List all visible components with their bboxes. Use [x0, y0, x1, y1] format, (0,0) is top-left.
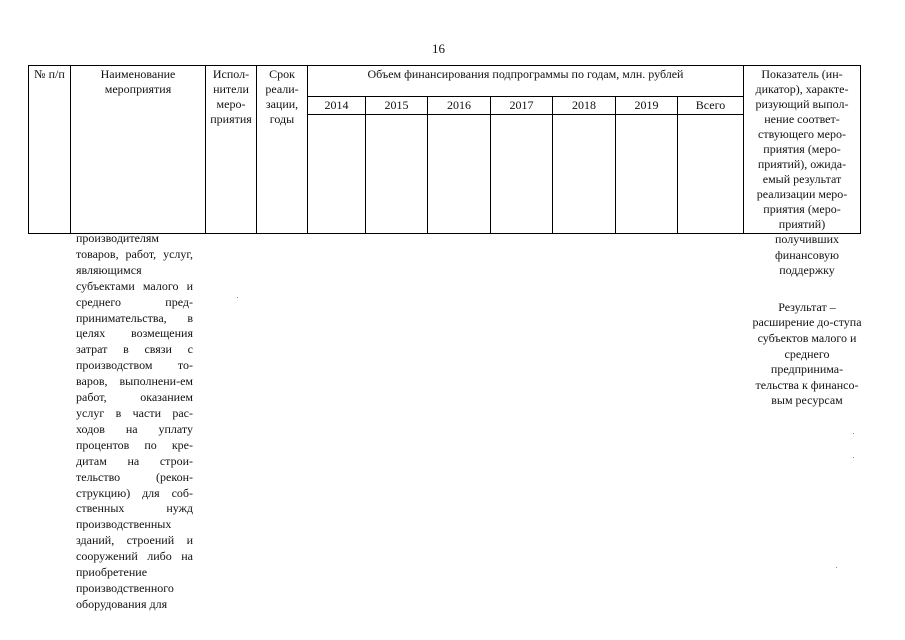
column-header-term: Срок реали-зации, годы — [257, 66, 308, 234]
year-cell-2018 — [553, 115, 616, 234]
year-cell-2017 — [491, 115, 553, 234]
year-cell-2014 — [308, 115, 366, 234]
scan-speck — [853, 433, 854, 434]
column-header-number: № п/п — [29, 66, 71, 234]
column-header-funding: Объем финансирования подпрограммы по годам, млн. рублей — [308, 66, 744, 97]
year-cell-2019 — [616, 115, 678, 234]
scan-speck — [836, 567, 837, 568]
year-cell-2015 — [366, 115, 428, 234]
column-header-indicator: Показатель (ин-дикатор), характе-ризующий выпол-нение соответ-ствующего меро-приятия (меро-приятий), ожида-емый результат реализации меро-приятия (меро-приятий) — [744, 66, 861, 234]
indicator-text-continued: получивших финансовую поддержку — [774, 232, 840, 278]
year-header-2018: 2018 — [553, 97, 616, 115]
year-header-2016: 2016 — [428, 97, 491, 115]
indicator-description — [752, 232, 862, 409]
year-header-2017: 2017 — [491, 97, 553, 115]
year-header-2015: 2015 — [366, 97, 428, 115]
year-header-2019: 2019 — [616, 97, 678, 115]
indicator-result-text: Результат – расширение до-ступа субъектов малого и среднего предпринима-тельства к финансо-вым ресурсам — [752, 299, 862, 408]
scan-speck — [853, 457, 854, 458]
column-header-activity-name: Наименование мероприятия — [71, 66, 206, 234]
year-header-total: Всего — [678, 97, 744, 115]
year-header-2014: 2014 — [308, 97, 366, 115]
program-table-header — [28, 65, 861, 234]
year-cell-total — [678, 115, 744, 234]
page-number: 16 — [432, 41, 445, 56]
year-cell-2016 — [428, 115, 491, 234]
column-header-executors: Испол-нители меро-приятия — [206, 66, 257, 234]
scan-speck — [237, 297, 238, 298]
activity-description: производителям товаров, работ, услуг, являющимся субъектами малого и среднего пред-принимательства, в целях возмещения затрат в связи с производством то-варов, выполнени-ем работ, оказанием услуг в части рас-ходов на уплату процентов по кре-дитам на строи-тельство (рекон-струкцию) для соб-ственных нужд производственных зданий, строений и сооружений либо на приобретение производственного оборудования для — [76, 231, 193, 611]
